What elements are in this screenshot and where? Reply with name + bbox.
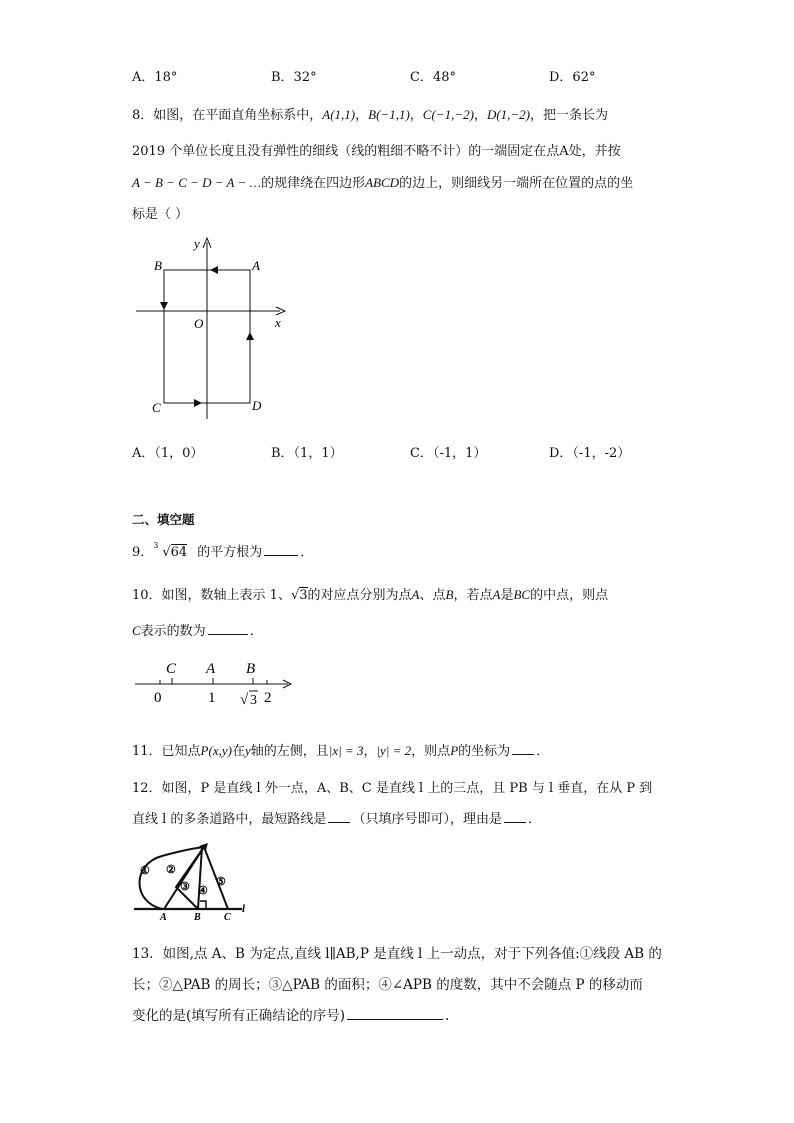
fig-label-x: x <box>275 315 281 330</box>
nl-label-b: B <box>246 661 256 677</box>
fig-label-d: D <box>252 398 262 413</box>
q11-line: 11．已知点P(x,y)在y轴的左侧，且|x| = 3，|y| = 2，则点P的坐标为 ． <box>132 743 550 759</box>
q13-line2: 长；②△PAB 的周长；③△PAB 的面积；④∠APB 的度数，其中不会随点 P 的移动而 <box>132 977 643 993</box>
q7-option-a: A．18° <box>132 70 178 85</box>
nl-num-2: 2 <box>264 690 272 706</box>
label-c: C <box>224 912 231 922</box>
q12-figure <box>132 842 252 922</box>
q12-line2: 直线 l 的多条道路中，最短路线是 （只填序号即可），理由是 ． <box>132 812 541 827</box>
label-circle-2: ② <box>166 864 176 876</box>
arrow-d-to-a <box>246 332 254 340</box>
q9-line: 9． 3 √64 的平方根为 ． <box>132 541 314 560</box>
q7-option-b: B．32° <box>271 70 317 85</box>
q8-line1: 8．如图，在平面直角坐标系中，A(1,1)，B(−1,1)，C(−1,−2)，D(1,−2)，把一条长为 <box>132 107 609 123</box>
q8-line3: A − B − C − D − A − …的规律绕在四边形ABCD的边上，则细线另一端所在位置的点的坐 <box>132 175 634 191</box>
fig-label-c: C <box>152 400 161 415</box>
label-b: B <box>194 912 201 922</box>
q13-line3: 变化的是(填写所有正确结论的序号) . <box>132 1008 450 1024</box>
q10-line1: 10．如图，数轴上表示 1、√3的对应点分别为点A、点B，若点A是BC的中点，则点 <box>132 587 609 603</box>
q8-coordinate-figure <box>130 232 300 422</box>
q8-option-b: B．（1，1） <box>271 446 343 461</box>
fig-label-a: A <box>252 258 260 273</box>
label-circle-3: ③ <box>180 881 190 893</box>
label-circle-4: ④ <box>198 885 208 897</box>
nl-label-a: A <box>206 661 216 677</box>
q10-blank <box>208 622 248 635</box>
nl-num-0: 0 <box>154 690 162 706</box>
fig-label-o: O <box>194 316 204 331</box>
q12-blank-1 <box>328 810 350 823</box>
q8-option-c: C．（-1，1） <box>410 446 487 461</box>
right-angle-mark <box>200 901 206 909</box>
q12-blank-2 <box>504 810 526 823</box>
fig-label-b: B <box>154 258 162 273</box>
nl-num-1: 1 <box>208 690 216 706</box>
q13-blank <box>347 1007 443 1020</box>
q12-line1: 12．如图，P 是直线 l 外一点，A、B、C 是直线 l 上的三点，且 PB 与 l 垂直，在从 P 到 <box>132 781 653 796</box>
q7-option-c: C．48° <box>410 70 456 85</box>
path-1-curve <box>140 847 205 909</box>
label-l: l <box>242 903 246 915</box>
q8-option-a: A．（1，0） <box>132 446 204 461</box>
q13-line1: 13．如图,点 A、B 为定点,直线 l∥AB,P 是直线 l 上一动点，对于下列各值:①线段 AB 的 <box>132 946 662 962</box>
nl-sqrt-sign: √ <box>240 692 249 708</box>
nl-num-sqrt3: 3 <box>250 693 257 708</box>
q8-line4: 标是（ ） <box>132 207 189 222</box>
q10-number-line <box>130 654 300 710</box>
q8-option-d: D．（-1，-2） <box>549 446 631 461</box>
cube-root: 3 √64 <box>153 541 188 560</box>
section-title: 二、填空题 <box>132 512 195 527</box>
nl-label-c: C <box>166 661 177 677</box>
arrow-c-to-d <box>194 399 202 407</box>
fig-label-y: y <box>194 236 200 251</box>
q8-line2: 2019 个单位长度且没有弹性的细线（线的粗细不略不计）的一端固定在点A处，并按 <box>132 144 621 159</box>
arrow-a-to-b <box>210 266 218 274</box>
q11-blank <box>512 742 534 755</box>
arrow-b-to-c <box>160 302 168 310</box>
q9-blank <box>264 543 298 556</box>
q7-option-d: D．62° <box>549 70 596 85</box>
label-circle-1: ① <box>140 865 150 877</box>
label-a: A <box>160 912 167 922</box>
q10-line2: C表示的数为 ． <box>132 623 263 639</box>
label-circle-5: ⑤ <box>216 876 226 888</box>
